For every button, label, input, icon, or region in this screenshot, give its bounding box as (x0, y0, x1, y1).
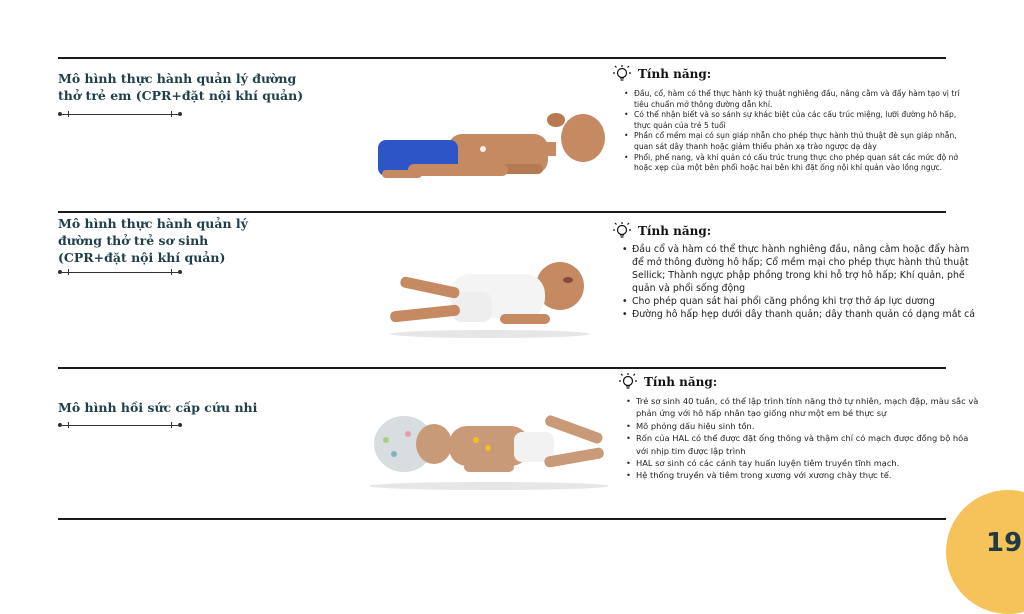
lightbulb-icon (612, 221, 632, 241)
section-title (58, 399, 257, 416)
feature-item: • Hệ thống truyền và tiêm trong xương với xương chày thực tế. (636, 469, 982, 481)
features-label: Tính năng: (644, 375, 718, 389)
title-ornament (58, 268, 182, 276)
feature-list (622, 89, 966, 174)
title-line: (CPR+đặt nội khí quản) (58, 250, 226, 265)
title-line: Mô hình hồi sức cấp cứu nhi (58, 400, 258, 415)
title-ornament (58, 421, 182, 429)
divider (58, 367, 946, 369)
section-title (58, 70, 303, 104)
title-line: Mô hình thực hành quản lý đường (58, 71, 297, 86)
features-heading (618, 372, 717, 392)
child-airway-manikin-image (378, 104, 608, 186)
feature-item: • Đường hô hấp hẹp dưới dây thanh quản; dây thanh quản có dạng mắt cá (632, 308, 980, 321)
divider (58, 211, 946, 213)
feature-item: • Đầu cổ và hàm có thể thực hành nghiêng đầu, nâng cằm hoặc đẩy hàm để mở thông đường hô hấp; Cổ mềm mại cho phép thực hành thủ thuật Sellick; Thành ngực phập phồng trong khi hỗ trợ hô hấp; Khí quản, phế quản và phổi sống động (632, 243, 980, 295)
features-label: Tính năng: (638, 67, 712, 81)
title-line: Mô hình thực hành quản lý (58, 216, 248, 231)
divider (58, 518, 946, 520)
feature-item: • Phổi, phế nang, và khí quản có cấu trúc trung thực cho phép quan sát các mức độ nở hoặc xẹp của một bên phổi hoặc hai bên khi đặt ống nội khí quản vào lồng ngực. (634, 153, 966, 174)
feature-item: • Mô phỏng dấu hiệu sinh tồn. (636, 420, 982, 432)
feature-item: • Đầu, cổ, hàm có thể thực hành kỹ thuật nghiêng đầu, nâng cằm và đẩy hàm tạo vị trí tiêu chuẩn mở thông đường dẫn khí. (634, 89, 966, 110)
feature-list (620, 243, 980, 321)
feature-item: • Rốn của HAL có thể được đặt ống thông và thậm chí có mạch được đồng bộ hóa với nhịp tim được lập trình (636, 432, 982, 457)
features-heading (612, 64, 711, 84)
feature-item: • Có thể nhận biết và so sánh sự khác biệt của các cấu trúc miệng, lưỡi đường hô hấp, thực quản của trẻ 5 tuổi (634, 110, 966, 131)
feature-list (624, 395, 982, 482)
feature-item: • Phần cổ mềm mại có sụn giáp nhẫn cho phép thực hành thủ thuật đè sụn giáp nhẫn, quan sát dây thanh hoặc giảm thiểu phản xạ trào ngược dạ dày (634, 131, 966, 152)
feature-item: • Cho phép quan sát hai phổi căng phồng khi trợ thở áp lực dương (632, 295, 980, 308)
feature-item: • Trẻ sơ sinh 40 tuần, có thể lập trình tính năng thở tự nhiên, mạch đập, màu sắc và phản ứng với hô hấp nhân tạo giống như một em bé thực sự (636, 395, 982, 420)
neonatal-hal-manikin-image (364, 404, 612, 490)
feature-item: • HAL sơ sinh có các cánh tay huấn luyện tiêm truyền tĩnh mạch. (636, 457, 982, 469)
page-number: 19 (986, 528, 1023, 558)
lightbulb-icon (618, 372, 638, 392)
infant-airway-manikin-image (380, 252, 602, 340)
title-line: thở trẻ em (CPR+đặt nội khí quản) (58, 88, 304, 103)
features-label: Tính năng: (638, 224, 712, 238)
divider (58, 57, 946, 59)
title-line: đường thở trẻ sơ sinh (58, 233, 209, 248)
section-title (58, 215, 248, 266)
features-heading (612, 221, 711, 241)
title-ornament (58, 110, 182, 118)
lightbulb-icon (612, 64, 632, 84)
